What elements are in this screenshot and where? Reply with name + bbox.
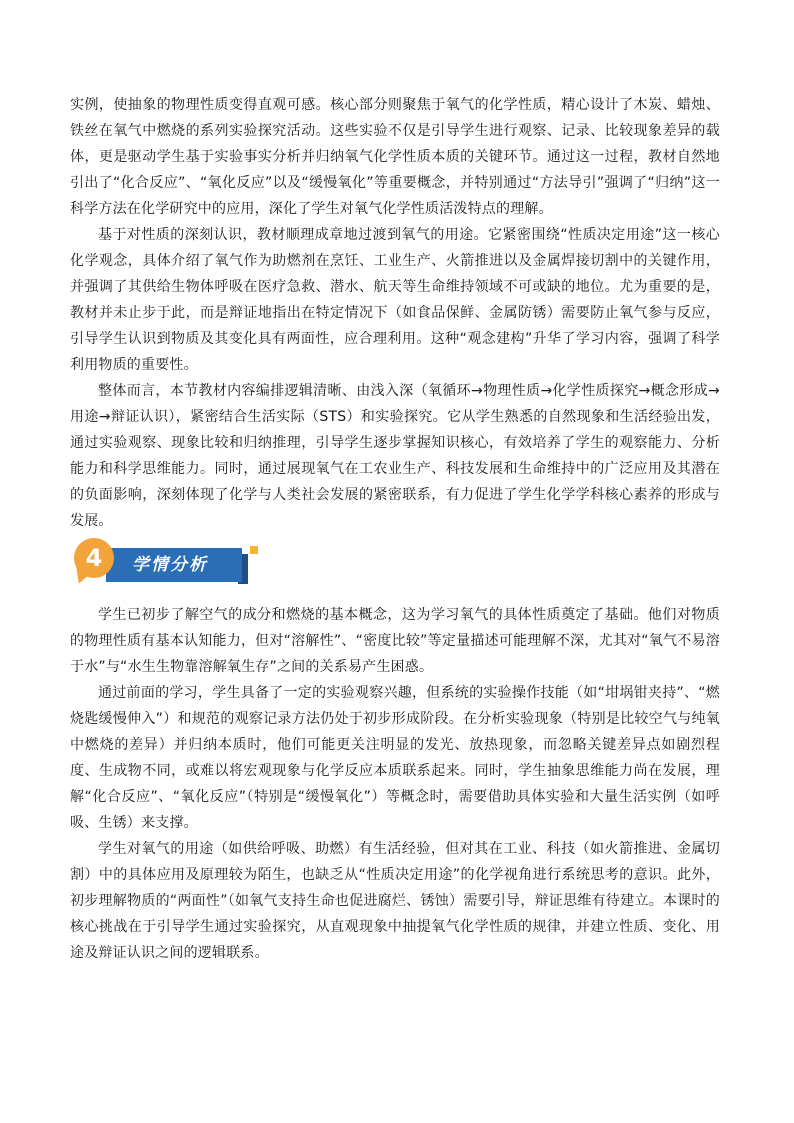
- paragraph: 通过前面的学习，学生具备了一定的实验观察兴趣，但系统的实验操作技能（如“坩埚钳夹持”、“燃烧匙缓慢伸入”）和规范的观察记录方法仍处于初步形成阶段。在分析实验现象（特别是比较空气与纯氧中燃烧的差异）并归纳本质时，他们可能更关注明显的发光、放热现象，而忽略关键差异点如剧烈程度、生成物不同，或难以将宏观现象与化学反应本质联系起来。同时，学生抽象思维能力尚在发展，理解“化合反应”、“氧化反应”（特别是“缓慢氧化”）等概念时，需要借助具体实验和大量生活实例（如呼吸、生锈）来支撑。: [70, 685, 720, 831]
- paragraph: 基于对性质的深刻认识，教材顺理成章地过渡到氧气的用途。它紧密围绕“性质决定用途”这一核心化学观念，具体介绍了氧气作为助燃剂在烹饪、工业生产、火箭推进以及金属焊接切割中的关键作用，并强调了其供给生物体呼吸在医疗急救、潜水、航天等生命维持领域不可或缺的地位。尤为重要的是，教材并未止步于此，而是辩证地指出在特定情况下（如食品保鲜、金属防锈）需要防止氧气参与反应，引导学生认识到物质及其变化具有两面性，应合理利用。这种“观念建构”升华了学习内容，强调了科学利用物质的重要性。: [70, 227, 720, 373]
- paragraph: 学生对氧气的用途（如供给呼吸、助燃）有生活经验，但对其在工业、科技（如火箭推进、金属切割）中的具体应用及原理较为陌生，也缺乏从“性质决定用途”的化学视角进行系统思考的意识。此外，初步理解物质的“两面性”（如氧气支持生命也促进腐烂、锈蚀）需要引导，辩证思维有待建立。本课时的核心挑战在于引导学生通过实验探究，从直观现象中抽提氧气化学性质的规律，并建立性质、变化、用途及辩证认识之间的逻辑联系。: [70, 841, 720, 961]
- document-content: [70, 92, 720, 966]
- paragraph: 实例，使抽象的物理性质变得直观可感。核心部分则聚焦于氧气的化学性质，精心设计了木炭、蜡烛、铁丝在氧气中燃烧的系列实验探究活动。这些实验不仅是引导学生进行观察、记录、比较现象差异的载体，更是驱动学生基于实验事实分析并归纳氧气化学性质本质的关键环节。通过这一过程，教材自然地引出了“化合反应”、“氧化反应”以及“缓慢氧化”等重要概念，并特别通过“方法导引”强调了“归纳”这一科学方法在化学研究中的应用，深化了学生对氧气化学性质活泼特点的理解。: [70, 97, 720, 217]
- paragraph: 整体而言，本节教材内容编排逻辑清晰、由浅入深（氧循环→物理性质→化学性质探究→概念形成→用途→辩证认识），紧密结合生活实际（STS）和实验探究。它从学生熟悉的自然现象和生活经验出发，通过实验观察、现象比较和归纳推理，引导学生逐步掌握知识核心，有效培养了学生的观察能力、分析能力和科学思维能力。同时，通过展现氧气在工农业生产、科技发展和生命维持中的广泛应用及其潜在的负面影响，深刻体现了化学与人类社会发展的紧密联系，有力促进了学生化学学科核心素养的形成与发展。: [70, 383, 720, 529]
- accent-square-icon: [250, 546, 258, 554]
- section-number-badge: 4: [74, 538, 114, 578]
- section-header: [70, 538, 720, 592]
- paragraph: 学生已初步了解空气的成分和燃烧的基本概念，这为学习氧气的具体性质奠定了基础。他们对物质的物理性质有基本认知能力，但对“溶解性”、“密度比较”等定量描述可能理解不深，尤其对“氧气不易溶于水”与“水生生物靠溶解氧生存”之间的关系易产生困惑。: [70, 607, 720, 675]
- section-title: 学情分析: [132, 555, 208, 575]
